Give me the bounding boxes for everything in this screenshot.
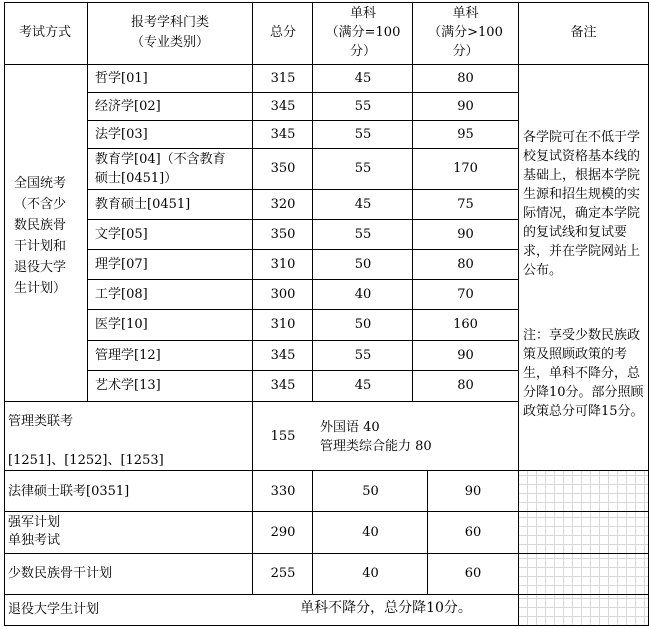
national-label-line: （不含少 xyxy=(14,197,67,212)
header-single-gt100-line2: （满分>100 xyxy=(428,25,503,40)
single-gt100-cell: 80 xyxy=(457,378,474,393)
note-paragraph: 注：享受少数民族政策及照顾政策的考生，单科不降分，总分降10分。部分照顾政策总分可降15分。 xyxy=(523,328,644,419)
single100-cell: 50 xyxy=(354,317,372,332)
national-label-line: 干计划和 xyxy=(14,239,67,254)
military-label-line1: 强军计划 xyxy=(8,515,61,530)
mgmt-total: 155 xyxy=(270,429,296,444)
law-total: 330 xyxy=(270,484,296,499)
single100-cell: 50 xyxy=(354,257,372,272)
national-label-line: 生计划） xyxy=(14,281,67,296)
subject-cell: 哲学[01] xyxy=(95,71,148,86)
subject-cell: 管理学[12] xyxy=(95,348,161,363)
military-single100: 40 xyxy=(362,525,379,540)
total-cell: 345 xyxy=(270,99,296,114)
header-single100-line1: 单科 xyxy=(349,6,376,21)
law-single-gt100: 90 xyxy=(464,484,482,499)
empty-note-cell xyxy=(519,554,648,594)
subject-cell: 文学[05] xyxy=(95,227,148,242)
single100-cell: 45 xyxy=(354,378,372,393)
total-cell: 320 xyxy=(270,197,296,212)
total-cell: 310 xyxy=(270,317,296,332)
minority-label: 少数民族骨干计划 xyxy=(8,566,113,581)
mgmt-label-line2: [1251]、[1252]、[1253] xyxy=(8,453,164,468)
law-single100: 50 xyxy=(362,484,379,499)
total-cell: 310 xyxy=(270,257,296,272)
minority-single100: 40 xyxy=(362,566,379,581)
national-label-line: 退役大学 xyxy=(14,260,67,275)
mgmt-detail-line1: 外国语 40 xyxy=(320,420,380,435)
header-single-gt100-line1: 单科 xyxy=(452,6,479,21)
header-single100-line2: （满分=100 xyxy=(325,25,401,40)
single-gt100-cell: 80 xyxy=(457,257,474,272)
subject-cell: 艺术学[13] xyxy=(95,378,161,393)
header-single100-line3: 分） xyxy=(349,44,376,59)
single-gt100-cell: 80 xyxy=(457,71,474,86)
header-note: 备注 xyxy=(570,25,597,40)
veteran-policy: 单科不降分，总分降10分。 xyxy=(300,600,472,616)
single-gt100-cell: 90 xyxy=(457,348,474,363)
mgmt-detail-line2: 管理类综合能力 80 xyxy=(320,439,432,454)
law-label: 法律硕士联考[0351] xyxy=(8,484,130,499)
total-cell: 350 xyxy=(270,161,296,176)
military-total: 290 xyxy=(270,525,296,540)
subject-cell: 教育硕士[0451] xyxy=(95,197,191,212)
single100-cell: 55 xyxy=(354,161,372,176)
single-gt100-cell: 95 xyxy=(457,127,474,142)
header-subject-line1: 报考学科门类 xyxy=(130,15,209,30)
single100-cell: 55 xyxy=(354,127,372,142)
military-label-line2: 单独考试 xyxy=(8,533,61,548)
subject-cell-line: 教育学[04]（不含教育 xyxy=(95,152,226,167)
empty-note-cell xyxy=(519,471,648,511)
single-gt100-cell: 170 xyxy=(453,161,478,176)
single-gt100-cell: 160 xyxy=(453,317,478,332)
single-gt100-cell: 90 xyxy=(457,227,474,242)
header-total: 总分 xyxy=(269,25,296,40)
single100-cell: 45 xyxy=(354,197,372,212)
single100-cell: 45 xyxy=(354,71,372,86)
note-paragraph: 各学院可在不低于学校复试资格基本线的基础上，根据本学院生源和招生规模的实际情况，确定本学院的复试线和复试要求，并在学院网站上公布。 xyxy=(523,130,641,278)
total-cell: 345 xyxy=(270,348,296,363)
header-subject-line2: （专业类别） xyxy=(130,35,209,50)
subject-cell: 经济学[02] xyxy=(95,99,161,114)
military-single-gt100: 60 xyxy=(464,525,482,540)
total-cell: 345 xyxy=(270,378,296,393)
empty-note-cell xyxy=(519,595,648,625)
header-single-gt100-line3: 分） xyxy=(452,44,479,59)
admission-score-table xyxy=(2,1,647,626)
header-exam-method: 考试方式 xyxy=(18,25,71,40)
mgmt-label-line1: 管理类联考 xyxy=(8,414,74,429)
subject-cell: 工学[08] xyxy=(95,287,148,302)
minority-single-gt100: 60 xyxy=(464,566,482,581)
empty-note-cell xyxy=(519,512,648,553)
subject-cell: 医学[10] xyxy=(95,317,148,332)
total-cell: 300 xyxy=(270,287,296,302)
single100-cell: 55 xyxy=(354,99,372,114)
subject-cell-line: 硕士[0451]） xyxy=(95,171,178,186)
total-cell: 315 xyxy=(270,71,296,86)
single100-cell: 40 xyxy=(354,287,372,302)
minority-total: 255 xyxy=(270,566,296,581)
national-label-line: 全国统考 xyxy=(14,176,67,191)
single-gt100-cell: 75 xyxy=(457,197,474,212)
veteran-label: 退役大学生计划 xyxy=(8,602,100,617)
single-gt100-cell: 90 xyxy=(457,99,474,114)
single100-cell: 55 xyxy=(354,227,372,242)
national-label-line: 数民族骨 xyxy=(14,218,67,233)
single100-cell: 55 xyxy=(354,348,372,363)
subject-cell: 理学[07] xyxy=(95,257,148,272)
total-cell: 350 xyxy=(270,227,296,242)
subject-cell: 法学[03] xyxy=(95,127,148,142)
total-cell: 345 xyxy=(270,127,296,142)
single-gt100-cell: 70 xyxy=(457,287,474,302)
